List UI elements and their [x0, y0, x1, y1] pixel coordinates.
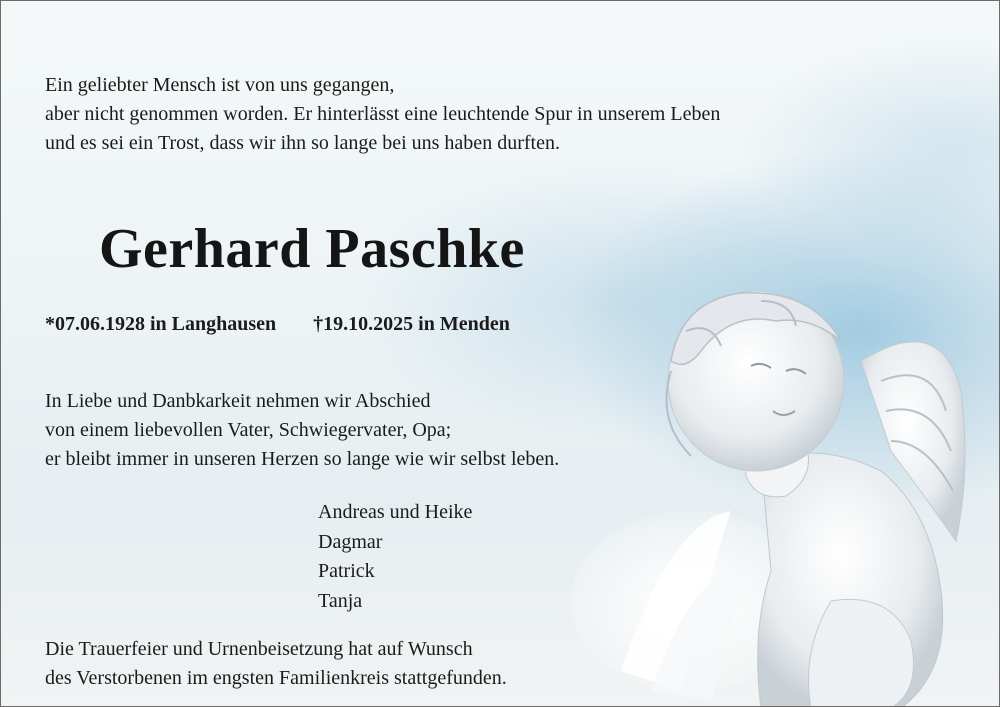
intro-line: Ein geliebter Mensch ist von uns gegangen, — [45, 74, 395, 96]
farewell-text — [45, 387, 559, 474]
mourner-name: Tanja — [318, 589, 363, 612]
mourner-name: Dagmar — [318, 530, 383, 553]
life-dates — [45, 313, 510, 336]
farewell-line: In Liebe und Danbkarkeit nehmen wir Abschied — [45, 390, 431, 412]
closing-text — [45, 635, 507, 693]
farewell-line: er bleibt immer in unseren Herzen so lange wie wir selbst leben. — [45, 448, 560, 470]
farewell-line: von einem liebevollen Vater, Schwiegervater, Opa; — [45, 419, 452, 441]
mourners-list — [318, 498, 472, 616]
intro-line: und es sei ein Trost, dass wir ihn so lange bei uns haben durften. — [45, 132, 560, 154]
deceased-name: Gerhard Paschke — [99, 218, 525, 280]
closing-line: des Verstorbenen im engsten Familienkreis stattgefunden. — [45, 667, 507, 689]
intro-line: aber nicht genommen worden. Er hinterlässt eine leuchtende Spur in unserem Leben — [45, 103, 721, 125]
intro-text — [45, 71, 720, 158]
mourner-name: Andreas und Heike — [318, 501, 473, 523]
birth-date: *07.06.1928 in Langhausen — [45, 313, 277, 335]
death-date: †19.10.2025 in Menden — [313, 313, 510, 335]
closing-line: Die Trauerfeier und Urnenbeisetzung hat auf Wunsch — [45, 638, 473, 660]
angel-figurine-image — [561, 271, 1000, 707]
mourner-name: Patrick — [318, 560, 375, 582]
